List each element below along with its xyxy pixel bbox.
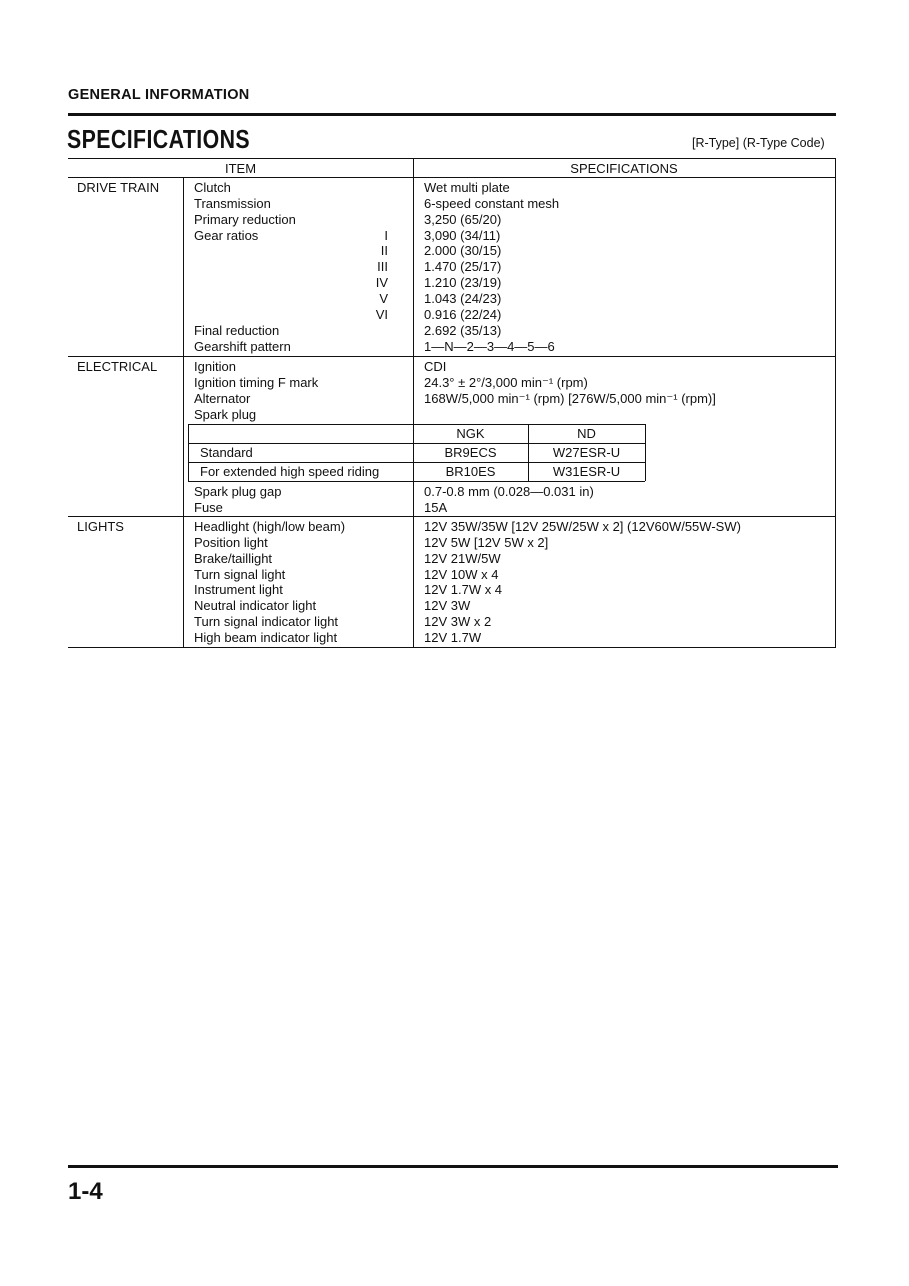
item-label: Alternator <box>194 390 251 406</box>
item-label: Neutral indicator light <box>194 598 317 614</box>
spec-value: 12V 1.7W x 4 <box>424 582 503 598</box>
group-label: LIGHTS <box>77 519 124 534</box>
spark-table-divider <box>645 424 646 481</box>
spec-value: 12V 3W x 2 <box>424 614 492 630</box>
header-rule <box>68 113 836 116</box>
spark-table-cell: W27ESR-U <box>552 445 621 460</box>
item-label: Fuse <box>194 499 223 515</box>
variant-note: [R-Type] (R-Type Code) <box>692 136 825 150</box>
gear-number: I <box>384 227 388 243</box>
spec-value: 1.210 (23/19) <box>424 275 502 291</box>
spark-table-rule <box>188 481 645 482</box>
spark-table-header: ND <box>577 426 596 441</box>
spec-value: 12V 21W/5W <box>424 550 501 566</box>
item-label: Primary reduction <box>194 211 296 227</box>
group-rule <box>68 516 836 517</box>
page-title: SPECIFICATIONS <box>67 124 251 154</box>
gear-number: III <box>377 259 388 275</box>
spark-table-cell: Standard <box>200 445 253 460</box>
spark-table-rule <box>188 443 645 444</box>
gear-number: V <box>379 290 388 306</box>
spec-value: 15A <box>424 499 448 515</box>
spark-table-rule <box>188 424 645 425</box>
item-label: Final reduction <box>194 322 280 338</box>
group-label: ELECTRICAL <box>77 359 158 374</box>
spec-value: 1—N—2—3—4—5—6 <box>424 338 555 354</box>
item-label: Gearshift pattern <box>194 338 291 354</box>
item-label: Position light <box>194 534 268 550</box>
spark-table-cell: For extended high speed riding <box>200 464 380 479</box>
spec-value: 2.000 (30/15) <box>424 243 502 259</box>
page-number: 1-4 <box>68 1178 103 1205</box>
spec-value: 24.3° ± 2°/3,000 min⁻¹ (rpm) <box>424 374 588 390</box>
spec-value: Wet multi plate <box>424 180 510 195</box>
spec-value: 3,090 (34/11) <box>424 227 501 243</box>
column-header-item: ITEM <box>224 161 257 176</box>
spec-value: 168W/5,000 min⁻¹ (rpm) [276W/5,000 min⁻¹ (rpm)] <box>424 390 716 406</box>
item-label: Ignition <box>194 359 236 374</box>
column-divider <box>413 158 414 648</box>
item-label: Spark plug gap <box>194 484 282 499</box>
spec-value: 3,250 (65/20) <box>424 211 502 227</box>
item-label: High beam indicator light <box>194 629 338 645</box>
spark-table-header: NGK <box>456 426 485 441</box>
table-right-border <box>835 158 836 648</box>
item-label: Transmission <box>194 195 271 211</box>
gear-number: II <box>380 243 388 259</box>
group-divider <box>183 177 184 648</box>
item-label: Brake/taillight <box>194 550 273 566</box>
spec-value: 1.470 (25/17) <box>424 259 502 275</box>
group-label: DRIVE TRAIN <box>77 180 160 195</box>
spec-value: 12V 3W <box>424 598 471 614</box>
spark-table-cell: W31ESR-U <box>552 464 621 479</box>
item-label: Instrument light <box>194 582 283 598</box>
item-label: Clutch <box>194 180 231 195</box>
spec-value: 12V 10W x 4 <box>424 566 499 582</box>
item-label: Turn signal light <box>194 566 286 582</box>
item-label: Headlight (high/low beam) <box>194 519 346 534</box>
spec-value: 2.692 (35/13) <box>424 322 502 338</box>
table-top-rule <box>68 158 836 159</box>
spec-value: 12V 5W [12V 5W x 2] <box>424 534 549 550</box>
spec-value: 12V 35W/35W [12V 25W/25W x 2] (12V60W/55W-SW) <box>424 519 741 534</box>
spark-table-rule <box>188 462 645 463</box>
spec-value: 6-speed constant mesh <box>424 195 560 211</box>
item-label: Spark plug <box>194 406 257 422</box>
spec-value: 0.7-0.8 mm (0.028—0.031 in) <box>424 484 594 499</box>
item-label: Gear ratios <box>194 227 259 243</box>
gear-number: IV <box>375 275 388 291</box>
spec-value: 1.043 (24/23) <box>424 290 502 306</box>
column-header-specifications: SPECIFICATIONS <box>570 161 678 176</box>
gear-number: VI <box>375 306 388 322</box>
group-rule <box>68 356 836 357</box>
item-label: Ignition timing F mark <box>194 374 319 390</box>
spark-table-divider <box>188 424 189 481</box>
section-heading: GENERAL INFORMATION <box>68 87 250 103</box>
item-label: Turn signal indicator light <box>194 614 339 630</box>
table-bottom-rule <box>68 647 836 648</box>
spec-value: CDI <box>424 359 447 374</box>
spec-value: 0.916 (22/24) <box>424 306 502 322</box>
footer-rule <box>68 1165 838 1168</box>
spark-table-cell: BR10ES <box>445 464 496 479</box>
spark-table-cell: BR9ECS <box>444 445 497 460</box>
spec-value: 12V 1.7W <box>424 629 482 645</box>
